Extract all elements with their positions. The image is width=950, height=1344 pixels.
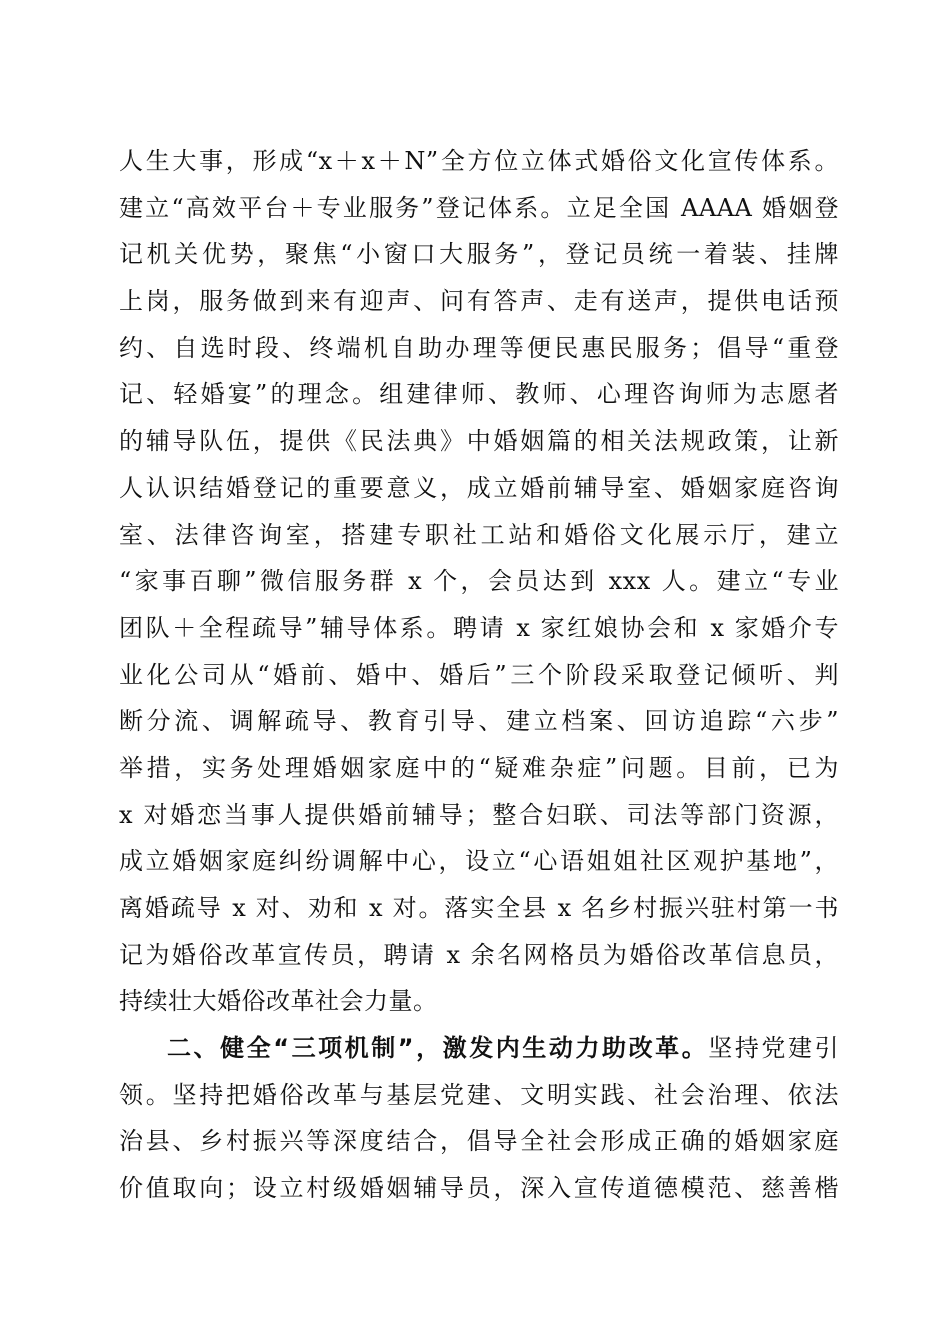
paragraph-line: 断分流、调解疏导、教育引导、建立档案、回访追踪“六步” [119,707,839,736]
paragraph-line: 持续壮大婚俗改革社会力量。 [119,987,438,1016]
paragraph-line: 举措，实务处理婚姻家庭中的“疑难杂症”问题。目前，已为 [119,753,839,782]
paragraph-line: 人认识结婚登记的重要意义，成立婚前辅导室、婚姻家庭咨询 [119,473,839,502]
paragraph-line: 记为婚俗改革宣传员，聘请 x 余名网格员为婚俗改革信息员， [119,940,839,969]
paragraph-line: 记机关优势，聚焦“小窗口大服务”，登记员统一着装、挂牌 [119,240,839,269]
paragraph-line: 上岗，服务做到来有迎声、问有答声、走有送声，提供电话预 [119,287,839,316]
paragraph-line: 记、轻婚宴”的理念。组建律师、教师、心理咨询师为志愿者 [119,380,839,409]
paragraph-line: 约、自选时段、终端机自助办理等便民惠民服务；倡导“重登 [119,333,839,362]
paragraph-line: x 对婚恋当事人提供婚前辅导；整合妇联、司法等部门资源， [119,800,839,829]
paragraph-line: 室、法律咨询室，搭建专职社工站和婚俗文化展示厅，建立 [119,520,839,549]
document-body [119,138,839,1212]
paragraph-line: 建立“高效平台＋专业服务”登记体系。立足全国 AAAA 婚姻登 [119,193,839,222]
paragraph-line: 的辅导队伍，提供《民法典》中婚姻篇的相关法规政策，让新 [119,427,839,456]
paragraph-line: 业化公司从“婚前、婚中、婚后”三个阶段采取登记倾听、判 [119,660,839,689]
section-heading-rest: 坚持党建引 [708,1034,840,1063]
paragraph-line: 领。坚持把婚俗改革与基层党建、文明实践、社会治理、依法 [119,1080,839,1109]
section-heading: 二、健全“三项机制”，激发内生动力助改革。 [167,1034,709,1063]
paragraph-line: 人生大事，形成“x＋x＋N”全方位立体式婚俗文化宣传体系。 [119,147,839,175]
section-heading-line [119,1025,839,1072]
paragraph-line: 团队＋全程疏导”辅导体系。聘请 x 家红娘协会和 x 家婚介专 [119,613,839,642]
paragraph-line: 治县、乡村振兴等深度结合，倡导全社会形成正确的婚姻家庭 [119,1127,839,1156]
paragraph-line: “家事百聊”微信服务群 x 个，会员达到 xxx 人。建立“专业 [119,567,839,596]
paragraph-line: 成立婚姻家庭纠纷调解中心，设立“心语姐姐社区观护基地”， [119,847,839,876]
paragraph-line: 离婚疏导 x 对、劝和 x 对。落实全县 x 名乡村振兴驻村第一书 [119,894,839,922]
paragraph-line: 价值取向；设立村级婚姻辅导员，深入宣传道德模范、慈善楷 [119,1174,839,1203]
